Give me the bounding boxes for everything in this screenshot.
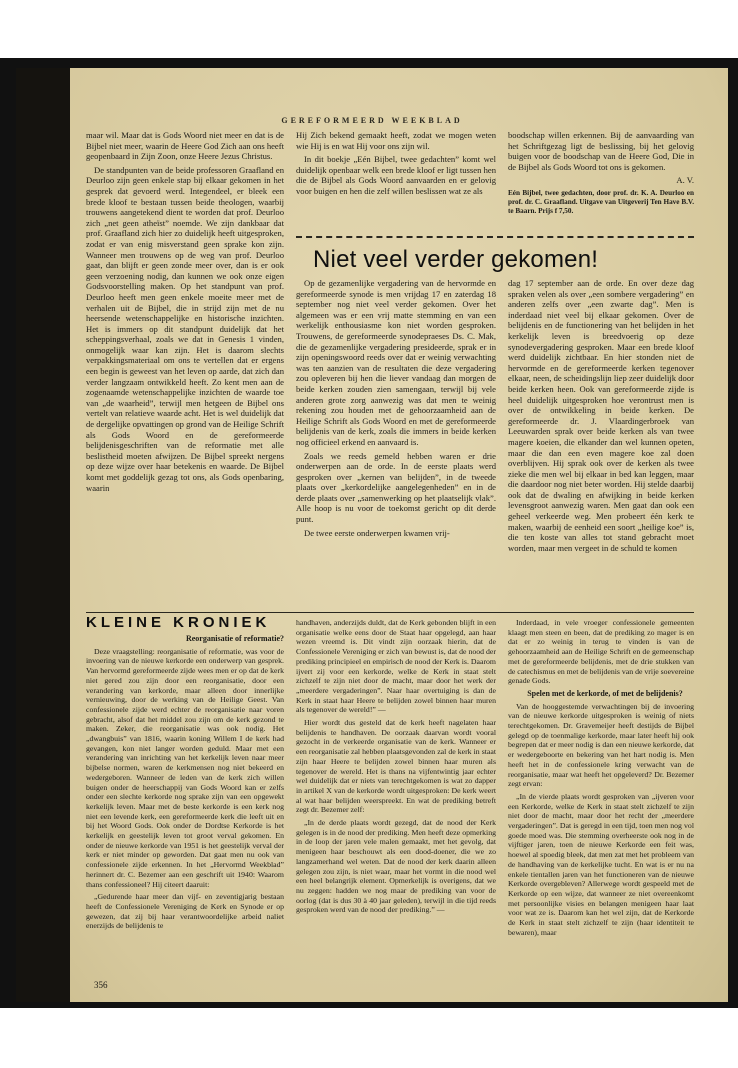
page-number: 356 xyxy=(94,980,108,990)
running-header: GEREFORMEERD WEEKBLAD xyxy=(281,116,463,125)
subheading: Spelen met de kerkorde, of met de belijdenis? xyxy=(527,688,683,698)
top-article-column-3 xyxy=(508,130,694,246)
page-edge-shadow xyxy=(16,68,70,1002)
main-article-column-1 xyxy=(296,278,496,610)
paragraph: handhaven, anderzijds duldt, dat de Kerk gebonden blijft in een organisatie welke eens door de Staat haar opgelegd, aan haar wezen vreemd is. Dit vindt zijn oorzaak hierin, dat de Confessionele Vereniging er zich van bewust is, dat de nood der prediking principieel en empirisch de nood der Kerk is. Daarom ijvert zij voor een kerkorde, welke de Kerk in staat stelt zichzelf te zijn niet door de macht, maar door het werk der „meerdere vergaderingen”. Naar haar overtuiging is dan de Kerk in staat haar Heere te belijden zowel binnen haar muren als tegenover de wereld!” — xyxy=(296,618,496,715)
paragraph: maar wil. Maar dat is Gods Woord niet meer en dat is de Bijbel niet meer, waarin de Heere God Zich aan ons heeft geopenbaard in Zijn Zoon, onze Heere Jezus Christus. xyxy=(86,130,284,162)
section-divider xyxy=(296,236,694,238)
kroniek-column-3 xyxy=(508,618,694,974)
section-divider xyxy=(86,612,694,613)
kroniek-column-1 xyxy=(86,634,284,974)
article-headline: Niet veel verder gekomen! xyxy=(313,246,599,273)
column-title: KLEINE KRONIEK xyxy=(86,614,271,631)
top-article-column-1 xyxy=(86,130,284,610)
paragraph: dag 17 september aan de orde. En over deze dag spraken velen als over „een sombere vergadering” en anderen zelfs over „een zwarte dag”. Men is inderdaad niet veel bij elkaar gekomen. Over de belijdenis en de functionering van het belijden in het kerkelijk leven is breedvoerig op deze synodevergadering gesproken. Maar een brede kloof werd duidelijk zichtbaar. En hier stonden niet de hervormde en de gereformeerde kerken tegenover elkaar, neen, de scheidingslijn liep zeer duidelijk door beide kerken heen. Ook van gereformeerde zijde is heel duidelijk uitgesproken hoe verontrust men is over de ontwikkeling in beide kerken. De gereformeerde dr. J. Vlaardingerbroek van Leeuwarden sprak over beide kerken als van twee magere koeien, die elkander dan wel kunnen opeten, maar die dan een even magere koe zal doen overblijven. Hij sprak ook over de kerken als twee zieke die men wel bij elkaar in bed kan leggen, maar die daardoor nog niet beter worden. Hij stelde daarbij ook dat de dwaling en afwijking in beide kerken levensgroot aanwezig waren. Men gaat dan ook een geheel verkeerde weg. Men probeert één kerk te maken, waarbij de eenheid een soort „heilige koe” is, die ten koste van alles tot stand gebracht moet worden, maar men vergeet in de schuld te komen xyxy=(508,278,694,553)
subheading: Reorganisatie of reformatie? xyxy=(185,634,284,643)
magazine-page xyxy=(16,68,728,1002)
book-reference: Eén Bijbel, twee gedachten, door prof. dr. K. A. Deurloo en prof. dr. C. Graafland. Uitgave van Uitgeverij Ten Have B.V. te Baarn. Prijs f 7,50. xyxy=(508,188,694,215)
paragraph: „In de derde plaats wordt gezegd, dat de nood der Kerk gelegen is in de nood der prediking. Men heeft deze opmerking in de loop der jaren vele malen gemaakt, met het gevolg, dat menigeen haar beschouwt als een dood-doener, die we zo langzamerhand wel weten. Dat de nood der kerk daarin alleen gelegen zou zijn, is niet waar, maar het vormt in die nood wel een heel belangrijk element. Opmerkelijk is overigens, dat we nu zeggen: hadden we nog maar de prediking van voor de oorlog (dat is dus 30 à 40 jaar geleden), terwijl in die tijd reeds gesproken werd van de nood der prediking.” — xyxy=(296,818,496,915)
paragraph: Deze vraagstelling: reorganisatie of reformatie, was voor de invoering van de nieuwe kerkorde een onderwerp van gesprek. Van hervormd gereformeerde zijde wees men er op dat de kerk niet gered zou zijn door een reorganisatie, door een verandering van kerkorde, maar alleen door innerlijke vernieuwing, door de werking van de Heilige Geest. Van confessionele zijde werd echter de reorganisatie naar voren gebracht, alsof dat het middel zou zijn om de kerk gezond te maken. Zeker, die reorganisatie was ook nodig. Het „dwangbuis” van 1816, waarin koning Willem I de kerk had gevangen, kon niet langer worden geduld. Maar met een verandering van inrichting van het kerkelijk leven naar meer bijbelse normen, waren de kerkmensen nog niet bekeerd en wedergeboren. Wanneer de leden van de kerk zich willen buigen onder de heerschappij van Gods Woord kan er zelfs onder een slechte kerkorde nog sprake zijn van een opgewekt kerkelijk leven. Maar met de beste kerkorde is een kerk nog niet een levende kerk, een gereformeerde kerk die leeft uit en bij het Woord Gods. Ook onder de Dordtse Kerkorde is het kerkelijk en geestelijk leven tot groot verval gekomen. En onder de nieuwe kerkorde van 1951 is het geestelijk verval der kerk er niet minder op geworden. Dat gaat men nu ook van confessionele zijde erkennen. In het „Hervormd Weekblad” herinnert dr. C. Bezemer aan een geschrift uit 1940: Waarom thans confessioneel? Hij citeert daaruit: xyxy=(86,646,284,889)
paragraph: De standpunten van de beide professoren Graafland en Deurloo zijn geen enkele stap bij elkaar gekomen in het gesprek dat gevoerd werd. Integendeel, er bleek een brede kloof te bestaan tussen beide theologen, waarbij trouwens aangetekend dient te worden dat prof. Deurloo zich „net geen atheïst” noemde. We zijn dankbaar dat prof. Graafland zich hier zo duidelijk heeft uitgesproken, zodat er van enig misverstand geen sprake kon zijn. Wanneer men trouwens op de weg van prof. Deurloo gaat, dan blijft er geen zonde meer over, dan is er ook geen verzoening nodig, dan kunnen we ook onze eigen Godsvoorstelling maken. Op het standpunt van prof. Deurloo heeft men geen enkele moeite meer met de verhalen uit de Bijbel, die in strijd zijn met de nu heersende wetenschappelijke en historische inzichten. Het is immers op dit standpunt duidelijk dat het scheppingsverhaal, zoals we dat in Genesis 1 vinden, onmogelijk waar kan zijn. Het is daarom slechts verpakkingsmateriaal om ons te vertellen dat er ergens een begin is geweest van het leven op aarde, dat zich dan verder langzaam ontwikkeld heeft. Zo kent men aan de zogenaamde wetenschappelijke inzichten de waarde toe van „de waarheid”, terwijl men hetgeen de Bijbel ons vertelt van relatieve waarde acht. Het is wel duidelijk dat de dergelijke opvattingen op grond van de Heilige Schrift als Gods Woord en de gereformeerde belijdenisgeschriften van de reformatie met alle beslistheid moeten afwijzen. De Bijbel spreekt nergens op deze wijze over haar betekenis en waarde. De Bijbel komt met goddelijk gezag tot ons, als Gods openbaring, waarin xyxy=(86,164,284,493)
paragraph: Inderdaad, in vele vroeger confessionele gemeenten klaagt men steen en been, dat de prediking zo mager is en dat er zo weinig in terug te vinden is van de gehoorzaamheid aan de Heilige Schrift en de gemeenschap met de gereformeerde belijdenis, met de drie stukken van de catechismus en met de belijdenis van de vrije soevereine genade Gods. xyxy=(508,618,694,686)
paragraph: „In de vierde plaats wordt gesproken van „ijveren voor een Kerkorde, welke de Kerk in staat stelt zichzelf te zijn niet door de macht, maar door het recht der „meerdere vergaderingen”. Dat is geregd in een tijd, toen men nog vol goede moed was. Die stemming overheerste ook nog in de vijftiger jaren, toen de nieuwe Kerkorde een feit was, hoewel al spoedig bleek, dat men zat met het probleem van de handhaving van de kerkelijke tucht. En wat is er nu na enkele tientallen jaren van het functioneren van de nieuwe Kerkorde overgebleven? Allerwege wordt gespeeld met de Kerkorde op een wijze, dat wanneer ze niet overeenkomt met persoonlijke visies en belangen menigeen haar laat voor wat ze is. Daarom kan het wel zijn, dat de Kerkorde de Kerk in staat stelt zichzelf te zijn (haar identiteit te bewaren), maar xyxy=(508,791,694,937)
main-article-column-2 xyxy=(508,278,694,610)
paragraph: Op de gezamenlijke vergadering van de hervormde en gereformeerde synode is men vrijdag 17 en zaterdag 18 september nog niet veel verder gekomen. Over het algemeen was er een vrij matte stemming en van een werkelijk enthousiasme kon niet worden gesproken. Trouwens, de gereformeerde synodepraeses Ds. C. Mak, die de gezamenlijke vergadering presideerde, sprak er in zijn openingswoord reeds over dat er weinig verwachting was ten aanzien van de resultaten die deze vergadering zou opleveren bij hen die liever vandaag dan morgen de beide kerken zouden zien samengaan, terwijl bij vele anderen grote zorg aanwezig was dat men te weinig rekening zou houden met de gehoorzaamheid aan de Heilige Schrift als Gods Woord en met de gereformeerde belijdenis van de kerk, zoals die immers in beide kerken nog officieel erkend en aanvaard is. xyxy=(296,278,496,447)
kroniek-column-2 xyxy=(296,618,496,974)
author-signature: A. V. xyxy=(676,175,694,186)
paragraph: Van de hooggestemde verwachtingen bij de invoering van de nieuwe kerkorde uitgesproken is weinig of niets terechtgekomen. Dr. Gravemeijer heeft destijds de Bijbel gelegd op de toenmalige kerkorde, maar later heeft hij ook begrepen dat er meer nodig is dan een nieuwe kerkorde, dat er wedergeboorte en bekering van het hart nodig is. Men heeft het in de confessionele kring verwacht van de reorganisatie, maar wat heeft het opgeleverd? Dr. Bezemer zegt ervan: xyxy=(508,701,694,789)
paragraph: In dit boekje „Eén Bijbel, twee gedachten” komt wel duidelijk openbaar welk een brede kloof er ligt tussen hen die de Bijbel als Gods Woord aanvaarden en er gelovig voor buigen en hen die zelf willen beslissen wat ze als xyxy=(296,154,496,196)
paragraph: „Gedurende haar meer dan vijf- en zeventigjarig bestaan heeft de Confessionele Vereniging de Kerk en Synode er op gewezen, dat zij bij haar verantwoordelijke arbeid naliet enerzijds de belijdenis te xyxy=(86,892,284,931)
top-article-column-2 xyxy=(296,130,496,230)
paragraph: boodschap willen erkennen. Bij de aanvaarding van het Schriftgezag ligt de beslissing, bij het gelovig buigen voor de boodschap van de Heere God, Die in de Bijbel als Gods Woord tot ons is gekomen. xyxy=(508,130,694,172)
paragraph: Hij Zich bekend gemaakt heeft, zodat we mogen weten wie Hij is en wat Hij voor ons zijn wil. xyxy=(296,130,496,151)
paragraph: Zoals we reeds gemeld hebben waren er drie onderwerpen aan de orde. In de eerste plaats werd gesproken over „kernen van belijden”, in de tweede plaats over „kerkordelijke aangelegenheden” en in de derde plaats over „samenwerking op het plaatselijk vlak”. Alle hoop is nu voor de toekomst gericht op dit derde punt. xyxy=(296,450,496,525)
paragraph: Hier wordt dus gesteld dat de kerk heeft nagelaten haar belijdenis te handhaven. De oorzaak daarvan wordt vooral gezocht in de verkeerde organisatie van de kerk. Wanneer er een reorganisatie zal hebben plaatsgevonden zal de kerk in staat zijn haar Heere te belijden zowel binnen haar muren als tegenover de wereld. Het is thans na vijfentwintig jaar echter wel duidelijk dat er niets van terechtgekomen is wat zo dapper in artikel X van de kerkorde wordt uitgesproken: De kerk weert al wat haar belijden weerspreekt. En wat de prediking betreft zegt dr. Bezemer zelf: xyxy=(296,718,496,815)
paragraph: De twee eerste onderwerpen kwamen vrij- xyxy=(304,527,450,538)
